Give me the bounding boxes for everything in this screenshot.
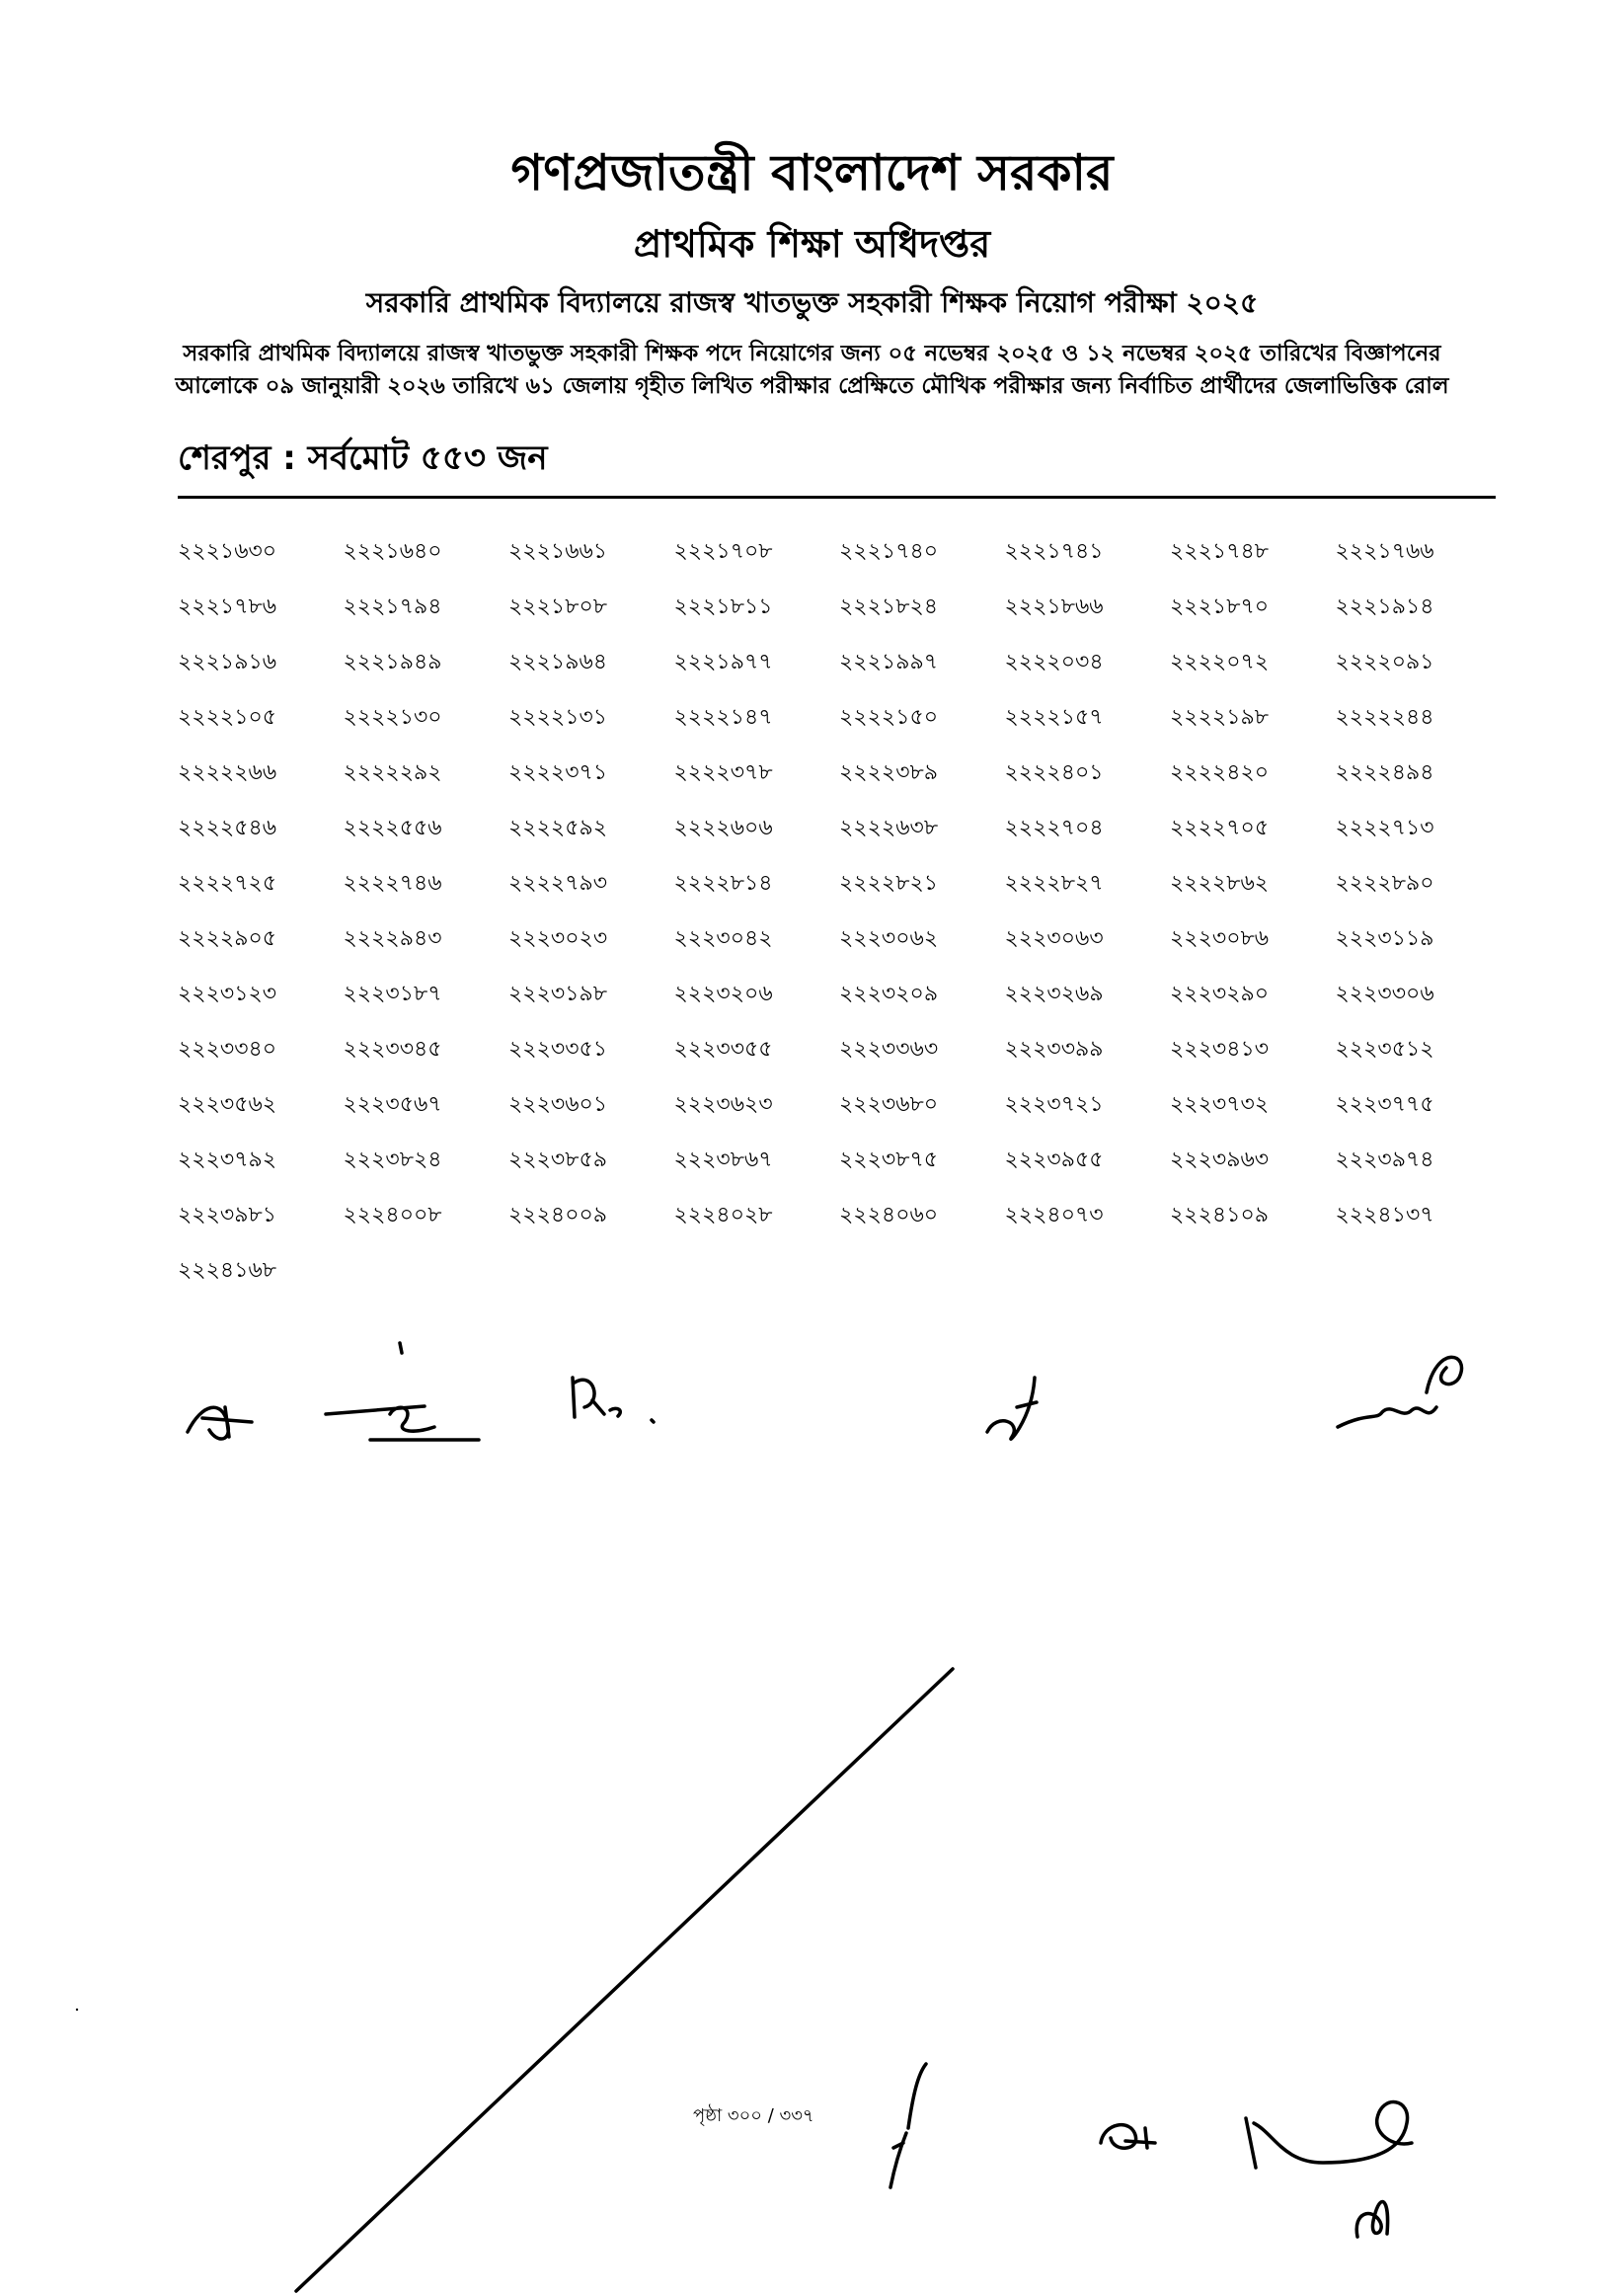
roll-number: ২২২২৮৬২ bbox=[1170, 871, 1270, 896]
roll-number: ২২২১৬৬১ bbox=[508, 539, 608, 564]
roll-number: ২২২৩৬২৩ bbox=[673, 1092, 773, 1117]
roll-number: ২২২৪১০৯ bbox=[1170, 1203, 1270, 1227]
roll-number: ২২২৩২৬৯ bbox=[1004, 982, 1104, 1006]
roll-number: ২২২১৭৪০ bbox=[839, 539, 939, 564]
roll-number: ২২২৪০০৮ bbox=[343, 1203, 442, 1227]
roll-number: ২২২৩৫১২ bbox=[1335, 1037, 1434, 1062]
signature-7 bbox=[1101, 2125, 1155, 2148]
roll-number: ২২২২৩৭৮ bbox=[673, 760, 773, 785]
roll-number: ২২২৪০৬০ bbox=[839, 1203, 939, 1227]
roll-number: ২২২৩২০৬ bbox=[673, 982, 773, 1006]
roll-number: ২২২৪১৩৭ bbox=[1335, 1203, 1434, 1227]
roll-number: ২২২১৯১৪ bbox=[1335, 594, 1434, 619]
roll-number: ২২২৩৩০৬ bbox=[1335, 982, 1434, 1006]
roll-number: ২২২২৪৯৪ bbox=[1335, 760, 1434, 785]
roll-number: ২২২২৫৪৬ bbox=[178, 816, 277, 840]
roll-number: ২২২১৭৪৮ bbox=[1170, 539, 1270, 564]
roll-number: ২২২৩৯৬৩ bbox=[1170, 1148, 1270, 1172]
roll-number: ২২২১৬৩০ bbox=[178, 539, 277, 564]
roll-number: ২২২২১৫৭ bbox=[1004, 705, 1104, 730]
roll-number: ২২২৩১৮৭ bbox=[343, 982, 442, 1006]
roll-number: ২২২২১৩০ bbox=[343, 705, 442, 730]
roll-number: ২২২৩৮২৪ bbox=[343, 1148, 442, 1172]
roll-number: ২২২২৮১৪ bbox=[673, 871, 773, 896]
roll-number: ২২২২২৯২ bbox=[343, 760, 442, 785]
roll-number: ২২২৩৬৮০ bbox=[839, 1092, 939, 1117]
roll-number: ২২২২৯৪৩ bbox=[343, 926, 442, 951]
roll-number: ২২২৩৮৬৭ bbox=[673, 1148, 773, 1172]
roll-number: ২২২২৭২৫ bbox=[178, 871, 277, 896]
roll-number: ২২২৩৩৪৫ bbox=[343, 1037, 442, 1062]
roll-number: ২২২২৩৭১ bbox=[508, 760, 608, 785]
roll-number: ২২২৩২০৯ bbox=[839, 982, 939, 1006]
roll-number: ২২২১৬৪০ bbox=[343, 539, 442, 564]
roll-number: ২২২১৮২৪ bbox=[839, 594, 939, 619]
roll-number: ২২২১৮১১ bbox=[673, 594, 773, 619]
roll-number: ২২২২৮২১ bbox=[839, 871, 939, 896]
roll-number: ২২২৩৫৬৭ bbox=[343, 1092, 442, 1117]
exam-title: সরকারি প্রাথমিক বিদ্যালয়ে রাজস্ব খাতভুক্ত সহকারী শিক্ষক নিয়োগ পরীক্ষা ২০২৫ bbox=[365, 286, 1259, 319]
roll-number: ২২২২৬০৬ bbox=[673, 816, 773, 840]
roll-number: ২২২২১৪৭ bbox=[673, 705, 773, 730]
roll-number: ২২২৩৯৫৫ bbox=[1004, 1148, 1104, 1172]
notice-line-2: আলোকে ০৯ জানুয়ারী ২০২৬ তারিখে ৬১ জেলায় গৃহীত লিখিত পরীক্ষার প্রেক্ষিতে মৌখিক পরীক্ষার জন্য নির্বাচিত প্রার্থীদের জেলাভিত্তিক রোল bbox=[175, 373, 1449, 399]
roll-number: ২২২২৫৯২ bbox=[508, 816, 608, 840]
roll-number: ২২২১৭৯৪ bbox=[343, 594, 442, 619]
roll-number: ২২২১৯১৬ bbox=[178, 650, 277, 674]
roll-number: ২২২২৪২০ bbox=[1170, 760, 1270, 785]
roll-number: ২২২২৭৯৩ bbox=[508, 871, 608, 896]
roll-number: ২২২১৮৬৬ bbox=[1004, 594, 1104, 619]
roll-number: ২২২২০৭২ bbox=[1170, 650, 1270, 674]
roll-number: ২২২৩৯৭৪ bbox=[1335, 1148, 1434, 1172]
signature-1 bbox=[188, 1407, 252, 1439]
roll-number: ২২২৩১৯৮ bbox=[508, 982, 608, 1006]
roll-number: ২২২১৭৮৬ bbox=[178, 594, 277, 619]
roll-number: ২২২১৯৭৭ bbox=[673, 650, 773, 674]
roll-number: ২২২৩৭৯২ bbox=[178, 1148, 277, 1172]
roll-number: ২২২৪০২৮ bbox=[673, 1203, 773, 1227]
roll-number: ২২২২৭০৫ bbox=[1170, 816, 1270, 840]
roll-number: ২২২৩৬০১ bbox=[508, 1092, 608, 1117]
signature-9 bbox=[1356, 2202, 1387, 2237]
roll-number: ২২২২৭১৩ bbox=[1335, 816, 1434, 840]
roll-number: ২২২৩১২৩ bbox=[178, 982, 277, 1006]
government-title: গণপ্রজাতন্ত্রী বাংলাদেশ সরকার bbox=[510, 144, 1114, 201]
signature-5 bbox=[1338, 1357, 1461, 1427]
signature-8 bbox=[1246, 2102, 1412, 2168]
roll-number: ২২২১৭০৮ bbox=[673, 539, 773, 564]
roll-number: ২২২৩৩৫৫ bbox=[673, 1037, 773, 1062]
roll-number: ২২২৩৭২১ bbox=[1004, 1092, 1104, 1117]
roll-number: ২২২২৯০৫ bbox=[178, 926, 277, 951]
roll-number: ২২২৩৩৫১ bbox=[508, 1037, 608, 1062]
roll-number: ২২২২৮২৭ bbox=[1004, 871, 1104, 896]
roll-number: ২২২১৯৯৭ bbox=[839, 650, 939, 674]
roll-number: ২২২২৩৮৯ bbox=[839, 760, 939, 785]
roll-number: ২২২৩০৬২ bbox=[839, 926, 939, 951]
roll-number: ২২২৩৯৮১ bbox=[178, 1203, 277, 1227]
roll-number: ২২২১৭৬৬ bbox=[1335, 539, 1434, 564]
roll-number: ২২২২৭৪৬ bbox=[343, 871, 442, 896]
roll-number: ২২২৩৭৭৫ bbox=[1335, 1092, 1434, 1117]
district-heading: শেরপুর : সর্বমোট ৫৫৩ জন bbox=[178, 438, 548, 478]
roll-number: ২২২৩১১৯ bbox=[1335, 926, 1434, 951]
roll-number: ২২২৩৭৩২ bbox=[1170, 1092, 1270, 1117]
signature-2 bbox=[326, 1343, 479, 1440]
roll-number: ২২২২২৪৪ bbox=[1335, 705, 1434, 730]
roll-number: ২২২৪১৬৮ bbox=[178, 1258, 277, 1283]
roll-number: ২২২৩০৪২ bbox=[673, 926, 773, 951]
roll-number: ২২২১৮০৮ bbox=[508, 594, 608, 619]
roll-number: ২২২৩২৯০ bbox=[1170, 982, 1270, 1006]
notice-line-1: সরকারি প্রাথমিক বিদ্যালয়ে রাজস্ব খাতভুক্ত সহকারী শিক্ষক পদে নিয়োগের জন্য ০৫ নভেম্বর ২০২৫ ও ১২ নভেম্বর ২০২৫ তারিখের বিজ্ঞাপনের bbox=[183, 341, 1441, 366]
roll-number: ২২২২৪০১ bbox=[1004, 760, 1104, 785]
roll-number: ২২২২১০৫ bbox=[178, 705, 277, 730]
roll-number: ২২২১৮৭০ bbox=[1170, 594, 1270, 619]
roll-number: ২২২৪০৭৩ bbox=[1004, 1203, 1104, 1227]
roll-number: ২২২১৯৪৯ bbox=[343, 650, 442, 674]
page-number: পৃষ্ঠা ৩০০ / ৩৩৭ bbox=[693, 2105, 814, 2126]
roll-number: ২২২৩৫৬২ bbox=[178, 1092, 277, 1117]
roll-number: ২২২৩৩৬৩ bbox=[839, 1037, 939, 1062]
roll-number: ২২২২৮৯০ bbox=[1335, 871, 1434, 896]
roll-number: ২২২৩৩৪০ bbox=[178, 1037, 277, 1062]
roll-number: ২২২২২৬৬ bbox=[178, 760, 277, 785]
roll-number: ২২২২০৩৪ bbox=[1004, 650, 1104, 674]
roll-number: ২২২২১৯৮ bbox=[1170, 705, 1270, 730]
roll-number: ২২২২১৫০ bbox=[839, 705, 939, 730]
roll-number: ২২২২৭০৪ bbox=[1004, 816, 1104, 840]
roll-number: ২২২২০৯১ bbox=[1335, 650, 1434, 674]
roll-number: ২২২৩০৬৩ bbox=[1004, 926, 1104, 951]
roll-number: ২২২৩৮৭৫ bbox=[839, 1148, 939, 1172]
signature-4 bbox=[987, 1378, 1037, 1439]
roll-number: ২২২৩৩৯৯ bbox=[1004, 1037, 1104, 1062]
long-signature-stroke bbox=[296, 1669, 953, 2291]
roll-number: ২২২৩০২৩ bbox=[508, 926, 608, 951]
roll-number: ২২২৪০০৯ bbox=[508, 1203, 608, 1227]
roll-number: ২২২৩০৮৬ bbox=[1170, 926, 1270, 951]
roll-number: ২২২২৬৩৮ bbox=[839, 816, 939, 840]
scan-dot bbox=[76, 2009, 78, 2011]
department-title: প্রাথমিক শিক্ষা অধিদপ্তর bbox=[633, 222, 991, 266]
roll-number: ২২২৩৪১৩ bbox=[1170, 1037, 1270, 1062]
roll-number: ২২২১৭৪১ bbox=[1004, 539, 1104, 564]
roll-number: ২২২১৯৬৪ bbox=[508, 650, 608, 674]
roll-number: ২২২২১৩১ bbox=[508, 705, 608, 730]
signature-3 bbox=[573, 1378, 654, 1422]
roll-number: ২২২২৫৫৬ bbox=[343, 816, 442, 840]
roll-number: ২২২৩৮৫৯ bbox=[508, 1148, 608, 1172]
signature-6 bbox=[890, 2064, 926, 2187]
